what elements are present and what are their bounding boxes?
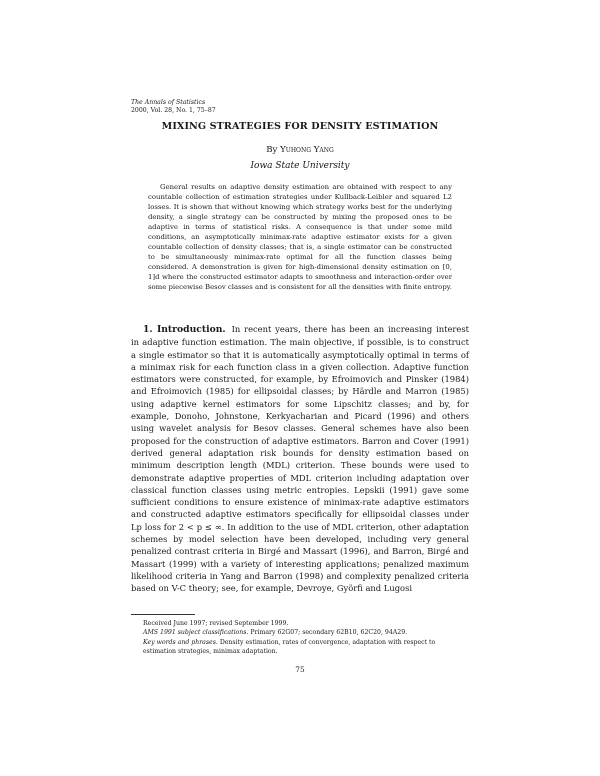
journal-name: The Annals of Statistics bbox=[131, 99, 206, 106]
journal-header bbox=[131, 99, 216, 114]
affiliation: Iowa State University bbox=[250, 161, 350, 171]
introduction-paragraph bbox=[131, 323, 469, 595]
paper-title: MIXING STRATEGIES FOR DENSITY ESTIMATION bbox=[161, 121, 439, 132]
ams-label: AMS 1991 subject classifications. bbox=[143, 629, 249, 637]
section-text: In recent years, there has been an increasing interest in adaptive function estimation. The main objective, if possible, is to construct a single estimator so that it is automatically asymptotically optimal in terms of a minimax risk for each function class in a given collection. Adaptive function estimators were constructed, for example, by Efroimovich and Pinsker (1984) and Efroimovich (1985) for ellipsoidal classes; by Härdle and Marron (1985) using adaptive kernel estimators for some Lipschitz classes; and by, for example, Donoho, Johnstone, Kerkyacharian and Picard (1996) and others using wavelet analysis for Besov classes. General schemes have also been proposed for the construction of adaptive estimators. Barron and Cover (1991) derived general adaptation risk bounds for density estimation based on minimum description length (MDL) criterion. These bounds were used to demonstrate adaptive properties of MDL criterion including adaptation over classical function classes using metric entropies. Lepskii (1991) gave some sufficient conditions to ensure existence of minimax-rate adaptive estimators and constructed adaptive estimators specifically for ellipsoidal classes under Lp loss for 2 < p ≤ ∞. In addition to the use of MDL criterion, other adaptation schemes by model selection have been developed, including very general penalized contrast criteria in Birgé and Massart (1996), and Barron, Birgé and Massart (1999) with a variety of interesting applications; penalized maximum likelihood criteria in Yang and Barron (1998) and complexity penalized criteria based on V-C theory; see, for example, Devroye, Györfi and Lugosi bbox=[131, 324, 469, 594]
abstract bbox=[148, 182, 452, 292]
introduction-section bbox=[131, 323, 469, 595]
footnote-ams bbox=[131, 628, 469, 637]
footnotes bbox=[131, 619, 469, 657]
footnote-received: Received June 1997; revised September 1999. bbox=[143, 620, 289, 627]
footnote-rule bbox=[131, 614, 195, 615]
journal-citation: 2000, Vol. 28, No. 1, 75–87 bbox=[131, 106, 216, 114]
ams-text: Primary 62G07; secondary 62B10, 62C20, 94A29. bbox=[250, 629, 408, 637]
author-by: By bbox=[266, 145, 278, 155]
footnote-keywords bbox=[131, 638, 469, 657]
abstract-text: General results on adaptive density estimation are obtained with respect to any countable collection of estimation strategies under Kullback-Leibler and squared L2 losses. It is shown that without knowing which strategy works best for the underlying density, a single strategy can be constructed by mixing the proposed ones to be adaptive in terms of statistical risks. A consequence is that under some mild conditions, an asymptotically minimax-rate adaptive estimator exists for a given countable collection of density classes; that is, a single estimator can be constructed to be simultaneously minimax-rate optimal for all the function classes being considered. A demonstration is given for high-dimensional density estimation on [0, 1]d where the constructed estimator adapts to smoothness and interaction-order over some piecewise Besov classes and is consistent for all the densities with finite entropy. bbox=[148, 183, 452, 291]
author-name: Yuhong Yang bbox=[280, 145, 334, 155]
page-number: 75 bbox=[295, 665, 305, 674]
keywords-text: Density estimation, rates of convergence, adaptation with respect to estimation strategies, minimax adaptation. bbox=[143, 638, 436, 656]
author-line bbox=[131, 145, 469, 155]
section-heading: 1. Introduction. bbox=[143, 324, 226, 335]
keywords-label: Key words and phrases. bbox=[143, 638, 218, 646]
